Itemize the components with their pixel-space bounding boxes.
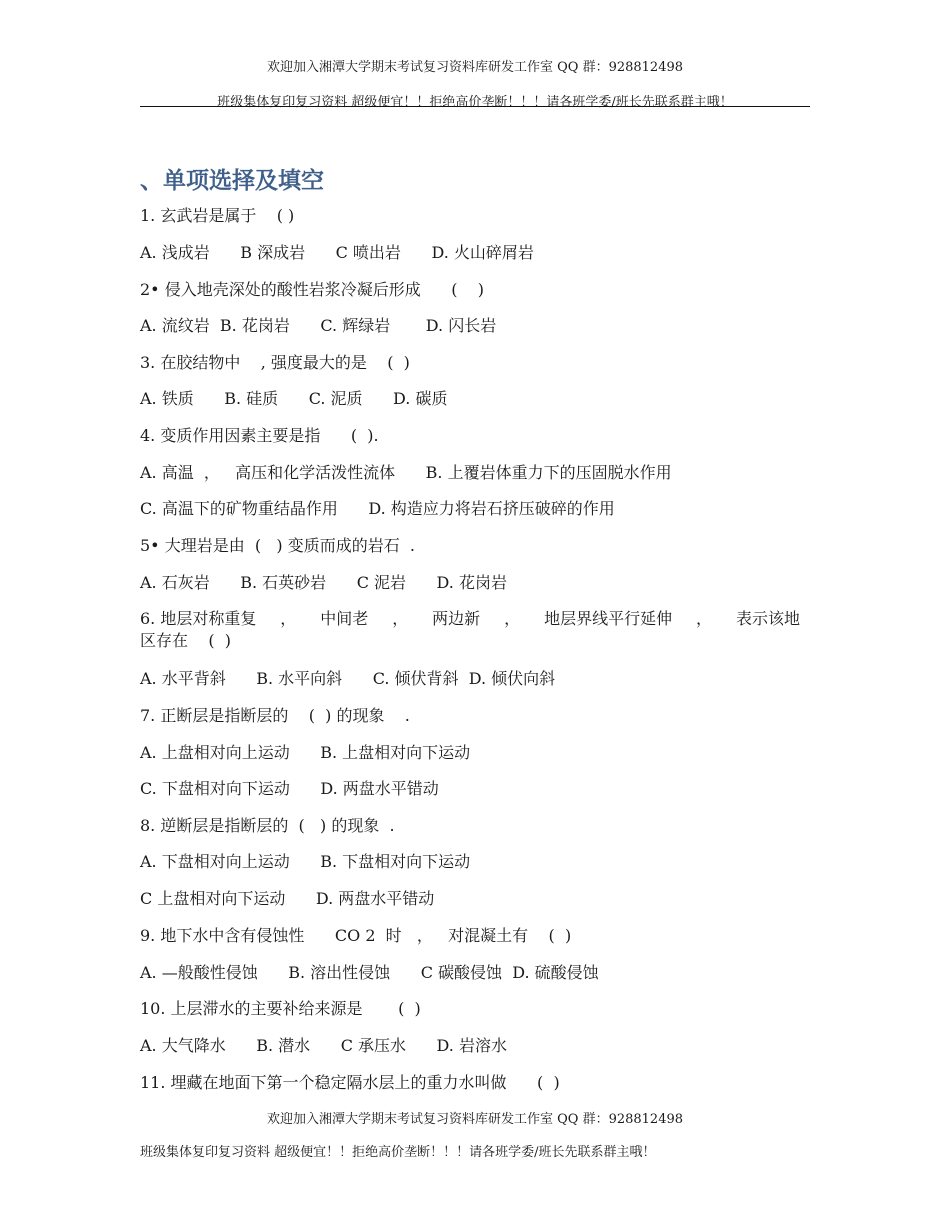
q6-part: ， — [696, 609, 713, 628]
q6-part: ， — [280, 609, 297, 628]
options-line: A. 石灰岩 B. 石英砂岩 C 泥岩 D. 花岗岩 — [140, 573, 507, 592]
section-title: 、单项选择及填空 — [140, 168, 324, 194]
question-line: 1. 玄武岩是属于 ( ) — [140, 206, 295, 225]
question-line: 10. 上层滞水的主要补给来源是 ( ) — [140, 999, 421, 1018]
footer-line-2: 班级集体复印复习资料 超级便宜！！拒绝高价垄断！！！请各班学委/班长先联系群主哦！ — [140, 1145, 656, 1160]
options-line: C. 下盘相对向下运动 D. 两盘水平错动 — [140, 779, 439, 798]
question-line: 8. 逆断层是指断层的 ( ) 的现象 . — [140, 816, 395, 835]
options-line: A. 高温 ， 高压和化学活泼性流体 B. 上覆岩体重力下的压固脱水作用 — [140, 463, 672, 482]
options-line: A. 上盘相对向上运动 B. 上盘相对向下运动 — [140, 743, 471, 762]
question-line: 3. 在胶结物中 , 强度最大的是 ( ) — [140, 353, 410, 372]
header-line-2: 班级集体复印复习资料 超级便宜！！拒绝高价垄断！！！请各班学委/班长先联系群主哦！ — [217, 95, 733, 110]
question-6-line-2: 区存在 ( ) — [140, 631, 232, 650]
options-line: A. 铁质 B. 硅质 C. 泥质 D. 碳质 — [140, 389, 448, 408]
options-line: A. 水平背斜 B. 水平向斜 C. 倾伏背斜 D. 倾伏向斜 — [140, 669, 556, 688]
question-line: 4. 变质作用因素主要是指 ( ). — [140, 426, 379, 445]
q6-part: ， — [504, 609, 521, 628]
question-line: 11. 埋藏在地面下第一个稳定隔水层上的重力水叫做 ( ) — [140, 1073, 560, 1092]
question-6 — [140, 608, 800, 652]
options-line: A. 浅成岩 B 深成岩 C 喷出岩 D. 火山碎屑岩 — [140, 243, 534, 262]
options-line: A. 下盘相对向上运动 B. 下盘相对向下运动 — [140, 852, 471, 871]
options-line: A. 流纹岩 B. 花岗岩 C. 辉绿岩 D. 闪长岩 — [140, 316, 497, 335]
options-line: A. 大气降水 B. 潜水 C 承压水 D. 岩溶水 — [140, 1036, 507, 1055]
q6-part: 两边新 — [432, 609, 481, 628]
question-line: 9. 地下水中含有侵蚀性 CO 2 时 ， 对混凝土有 ( ) — [140, 926, 572, 945]
q6-part: 6. 地层对称重复 — [140, 609, 257, 628]
q6-part: 地层界线平行延伸 — [544, 609, 673, 628]
q6-part: 中间老 — [320, 609, 369, 628]
question-6-line-1 — [140, 608, 800, 630]
options-line: C. 高温下的矿物重结晶作用 D. 构造应力将岩石挤压破碎的作用 — [140, 499, 615, 518]
header-rule — [140, 106, 810, 107]
question-line: 2• 侵入地壳深处的酸性岩浆冷凝后形成 ( ) — [140, 280, 485, 299]
question-line: 5• 大理岩是由 ( ) 变质而成的岩石 . — [140, 536, 415, 555]
options-line: C 上盘相对向下运动 D. 两盘水平错动 — [140, 889, 435, 908]
q6-part: ， — [392, 609, 409, 628]
question-line: 7. 正断层是指断层的 ( ) 的现象 . — [140, 706, 410, 725]
options-line: A. —般酸性侵蚀 B. 溶出性侵蚀 C 碳酸侵蚀 D. 硫酸侵蚀 — [140, 963, 599, 982]
footer-line-1: 欢迎加入湘潭大学期末考试复习资料库研发工作室 QQ 群：928812498 — [266, 1112, 684, 1127]
q6-part: 表示该地 — [735, 609, 800, 628]
header-line-1: 欢迎加入湘潭大学期末考试复习资料库研发工作室 QQ 群：928812498 — [266, 60, 684, 75]
